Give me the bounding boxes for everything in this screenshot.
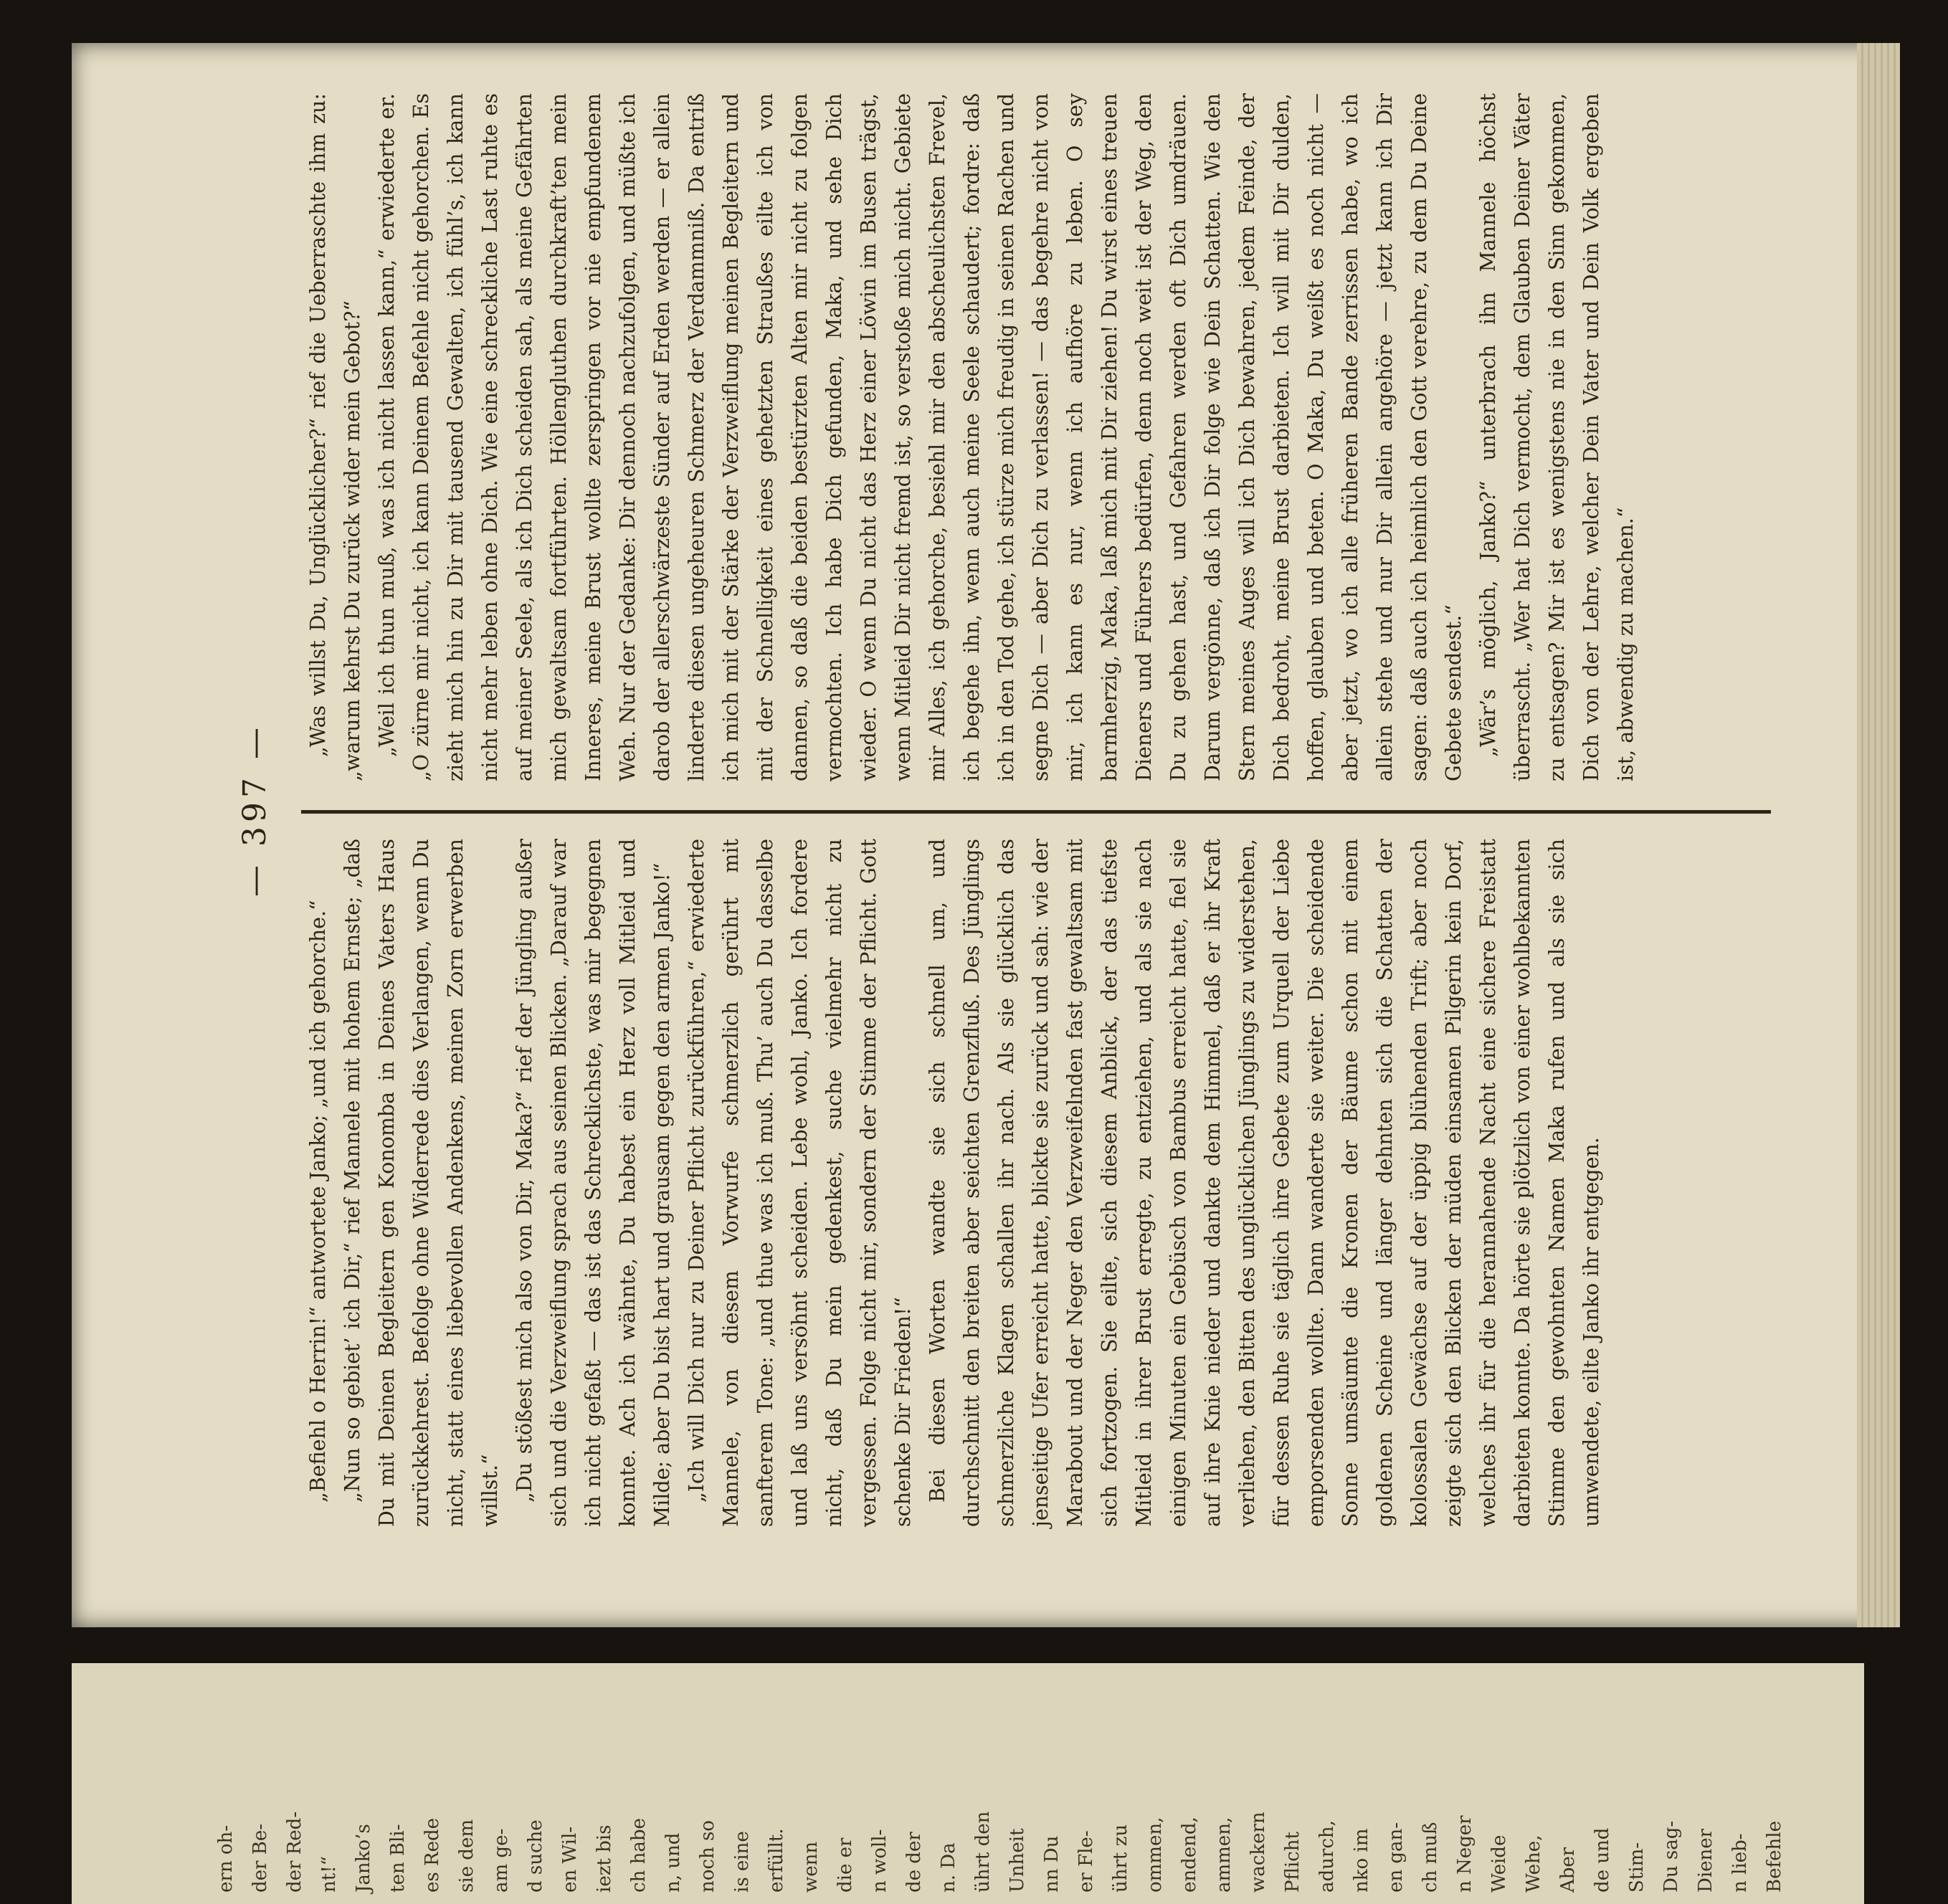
left-page-line-end: Unheit [1007,1828,1028,1893]
page-number: — 397 — [237,723,273,897]
left-page-line-end: ührt zu [1110,1824,1131,1893]
left-page-line-end: ammen, [1213,1817,1235,1893]
left-page-line-end: Pflicht [1282,1832,1303,1893]
left-page-line-end: endend, [1179,1817,1200,1893]
left-page-line-end: erfüllt. [766,1828,787,1893]
left-page-line-end: nt!“ [318,1856,340,1893]
left-page-line-end: Stim- [1626,1842,1648,1893]
left-page-line-end: der Be- [250,1823,271,1893]
left-page-line-end: Aber [1557,1847,1579,1893]
text-column-right [301,93,1771,781]
left-page-line-end: Befehle [1764,1821,1785,1893]
left-page-line-end: sie dem [456,1819,478,1893]
left-page-line-end: ch habe [628,1818,650,1893]
left-page-line-end: Janko’s [353,1824,374,1893]
left-page-line-end: n. Da [938,1842,959,1893]
left-page-line-end: n woll- [869,1829,890,1893]
left-page-line-end: es Rede [422,1818,443,1893]
left-page-line-end: iezt bis [594,1824,615,1893]
left-page-line-end: ührt den [972,1811,994,1893]
page-edge [1857,43,1900,1627]
left-page-line-end: Weide [1488,1834,1510,1893]
paragraph: „Was willst Du, Unglücklicher?“ rief die Ueberraschte ihm zu: „warum kehrst Du zurück wider mein Gebot?“ [306,93,364,781]
left-page-line-end: noch so [697,1820,718,1893]
paragraph: „Wär’s möglich, Janko?“ unterbrach ihn Mannele höchst überrascht. „Wer hat Dich vermocht, dem Glauben Deiner Väter zu entsagen? Mir ist es wenigstens nie in den Sinn gekommen, Dich von der Lehre, welcher Dein Vater und Dein Volk ergeben ist, abwendig zu machen.“ [1476,93,1638,781]
left-page-line-end: ommen, [1144,1817,1166,1893]
left-page-line-end: wackern [1248,1812,1269,1893]
column-rule [301,810,1771,814]
left-page-line-end: nko im [1351,1828,1372,1893]
left-page-line-end: Wehe, [1523,1834,1544,1893]
left-page-line-end: er Fle- [1075,1830,1097,1893]
left-page-line-end: n lieb- [1729,1833,1751,1893]
paragraph: Bei diesen Worten wandte sie sich schnell um, und durchschnitt den breiten aber seichten Grenzfluß. Des Jünglings schmerzliche Klagen schallen ihr nach. Als sie glücklich das jenseitige Ufer erreicht hatte, blickte sie zurück und sah: wie der Marabout und der Neger den Verzweifelnden fast gewaltsam mit sich fortzogen. Sie eilte, sich diesem Anblick, der das tiefste Mitleid in ihrer Brust erregte, zu entziehen, und als sie nach einigen Minuten ein Gebüsch von Bambus erreicht hatte, fiel sie auf ihre Knie nieder und dankte dem Himmel, daß er ihr Kraft verliehen, den Bitten des unglücklichen Jünglings zu widerstehen, für dessen Ruhe sie täglich ihre Gebete zum Urquell der Liebe emporsenden wollte. Dann wanderte sie weiter. Die scheidende Sonne umsäumte die Kronen der Bäume schon mit einem goldenen Scheine und länger dehnten sich die Schatten der kolossalen Gewächse auf der üppig blühenden Trift; aber noch zeigte sich den Blicken der müden einsamen Pilgerin kein Dorf, welches ihr für die herannahende Nacht eine sichere Freistatt darbieten konnte. Da hörte sie plötzlich von einer wohlbekannten Stimme den gewohnten Namen Maka rufen und als sie sich umwendete, eilte Janko ihr entgegen. [926,839,1603,1527]
left-page-line-end: die er [835,1837,856,1893]
left-page-line-end: n Neger [1454,1815,1476,1893]
left-page-line-end: wenn [800,1841,822,1893]
left-page-line-end: Diener [1695,1828,1716,1893]
left-page-line-end: en gan- [1385,1822,1407,1893]
paragraph: „Ich will Dich nur zu Deiner Pflicht zurückführen,“ erwiederte Mannele, von diesem Vorwurfe schmerzlich gerührt mit sanfterem Tone: „und thue was ich muß. Thu’ auch Du dasselbe und laß uns versöhnt scheiden. Lebe wohl, Janko. Ich fordere nicht, daß Du mein gedenkest, suche vielmehr nicht zu vergessen. Folge nicht mir, sondern der Stimme der Pflicht. Gott schenke Dir Frieden!“ [685,839,915,1527]
left-page-line-end: Du sag- [1660,1820,1682,1893]
left-page-line-end: am ge- [490,1828,512,1893]
left-page-line-end: ch muß [1420,1822,1441,1893]
left-page-line-end: d suche [525,1819,546,1893]
left-page-line-end: ern oh- [215,1824,237,1893]
text-column-left [301,839,1771,1527]
left-page-line-end: de und [1592,1827,1613,1893]
left-page-line-end: n, und [662,1832,684,1893]
left-page-line-end: adurch, [1316,1820,1338,1893]
paragraph: „Nun so gebiet’ ich Dir,“ rief Mannele mit hohem Ernste; „daß Du mit Deinen Begleitern gen Konomba in Deines Vaters Haus zurückkehrest. Befolge ohne Widerrede dies Verlangen, wenn Du nicht, statt eines liebevollen Andenkens, meinen Zorn erwerben willst.“ [341,839,502,1527]
left-page-line-end: de der [903,1832,925,1893]
paragraph: „Befiehl o Herrin!“ antwortete Janko; „und ich gehorche.“ [306,900,330,1503]
left-page-line-end: nn Du [1041,1835,1063,1893]
left-page-line-end: is eine [731,1831,753,1893]
rotated-text-block [237,93,1778,1527]
left-page-line-end: der Red- [284,1811,305,1893]
left-page-line-end: en Wil- [559,1826,581,1893]
paragraph: „Du stößest mich also von Dir, Maka?“ rief der Jüngling außer sich und die Verzweiflung sprach aus seinen Blicken. „Darauf war ich nicht gefaßt — das ist das Schrecklichste, was mir begegnen konnte. Ach ich wähnte, Du habest ein Herz voll Mitleid und Milde; aber Du bist hart und grausam gegen den armen Janko!“ [513,839,674,1527]
paragraph: „Weil ich thun muß, was ich nicht lassen kann,“ erwiederte er. „O zürne mir nicht, ich kann Deinem Befehle nicht gehorchen. Es zieht mich hin zu Dir mit tausend Gewalten, ich fühl’s, ich kann nicht mehr leben ohne Dich. Wie eine schreckliche Last ruhte es auf meiner Seele, als ich Dich scheiden sah, als meine Gefährten mich gewaltsam fortführten. Höllengluthen durchkraft’ten mein Inneres, meine Brust wollte zerspringen vor nie empfundenem Weh. Nur der Gedanke: Dir dennoch nachzufolgen, und müßte ich darob der allerschwärzeste Sünder auf Erden werden — er allein linderte diesen ungeheuren Schmerz der Verdammniß. Da entriß ich mich mit der Stärke der Verzweiflung meinen Begleitern und mit der Schnelligkeit eines gehetzten Straußes eilte ich von dannen, so daß die beiden bestürzten Alten mir nicht zu folgen vermochten. Ich habe Dich gefunden, Maka, und sehe Dich wieder. O wenn Du nicht das Herz einer Löwin im Busen trägst, wenn Mitleid Dir nicht fremd ist, so verstoße mich nicht. Gebiete mir Alles, ich gehorche, besiehl mir den abscheulichsten Frevel, ich begehe ihn, wenn auch meine Seele schaudert; fordre: daß ich in den Tod gehe, ich stürze mich freudig in seinen Rachen und segne Dich — aber Dich zu verlassen! — das begehre nicht von mir, ich kann es nur, wenn ich aufhöre zu leben. O sey barmherzig, Maka, laß mich mit Dir ziehen! Du wirst eines treuen Dieners und Führers bedürfen, denn noch weit ist der Weg, den Du zu gehen hast, und Gefahren werden oft Dich umdräuen. Darum vergönne, daß ich Dir folge wie Dein Schatten. Wie den Stern meines Auges will ich Dich bewahren, jedem Feinde, der Dich bedroht, meine Brust darbieten. Ich will mit Dir dulden, hoffen, glauben und beten. O Maka, Du weißt es noch nicht — aber jetzt, wo ich alle früheren Bande zerrissen habe, wo ich allein stehe und nur Dir allein angehöre — jetzt kann ich Dir sagen: daß auch ich heimlich den Gott verehre, zu dem Du Deine Gebete sendest.“ [375,93,1465,781]
left-page-line-end: ten Bli- [387,1824,409,1893]
